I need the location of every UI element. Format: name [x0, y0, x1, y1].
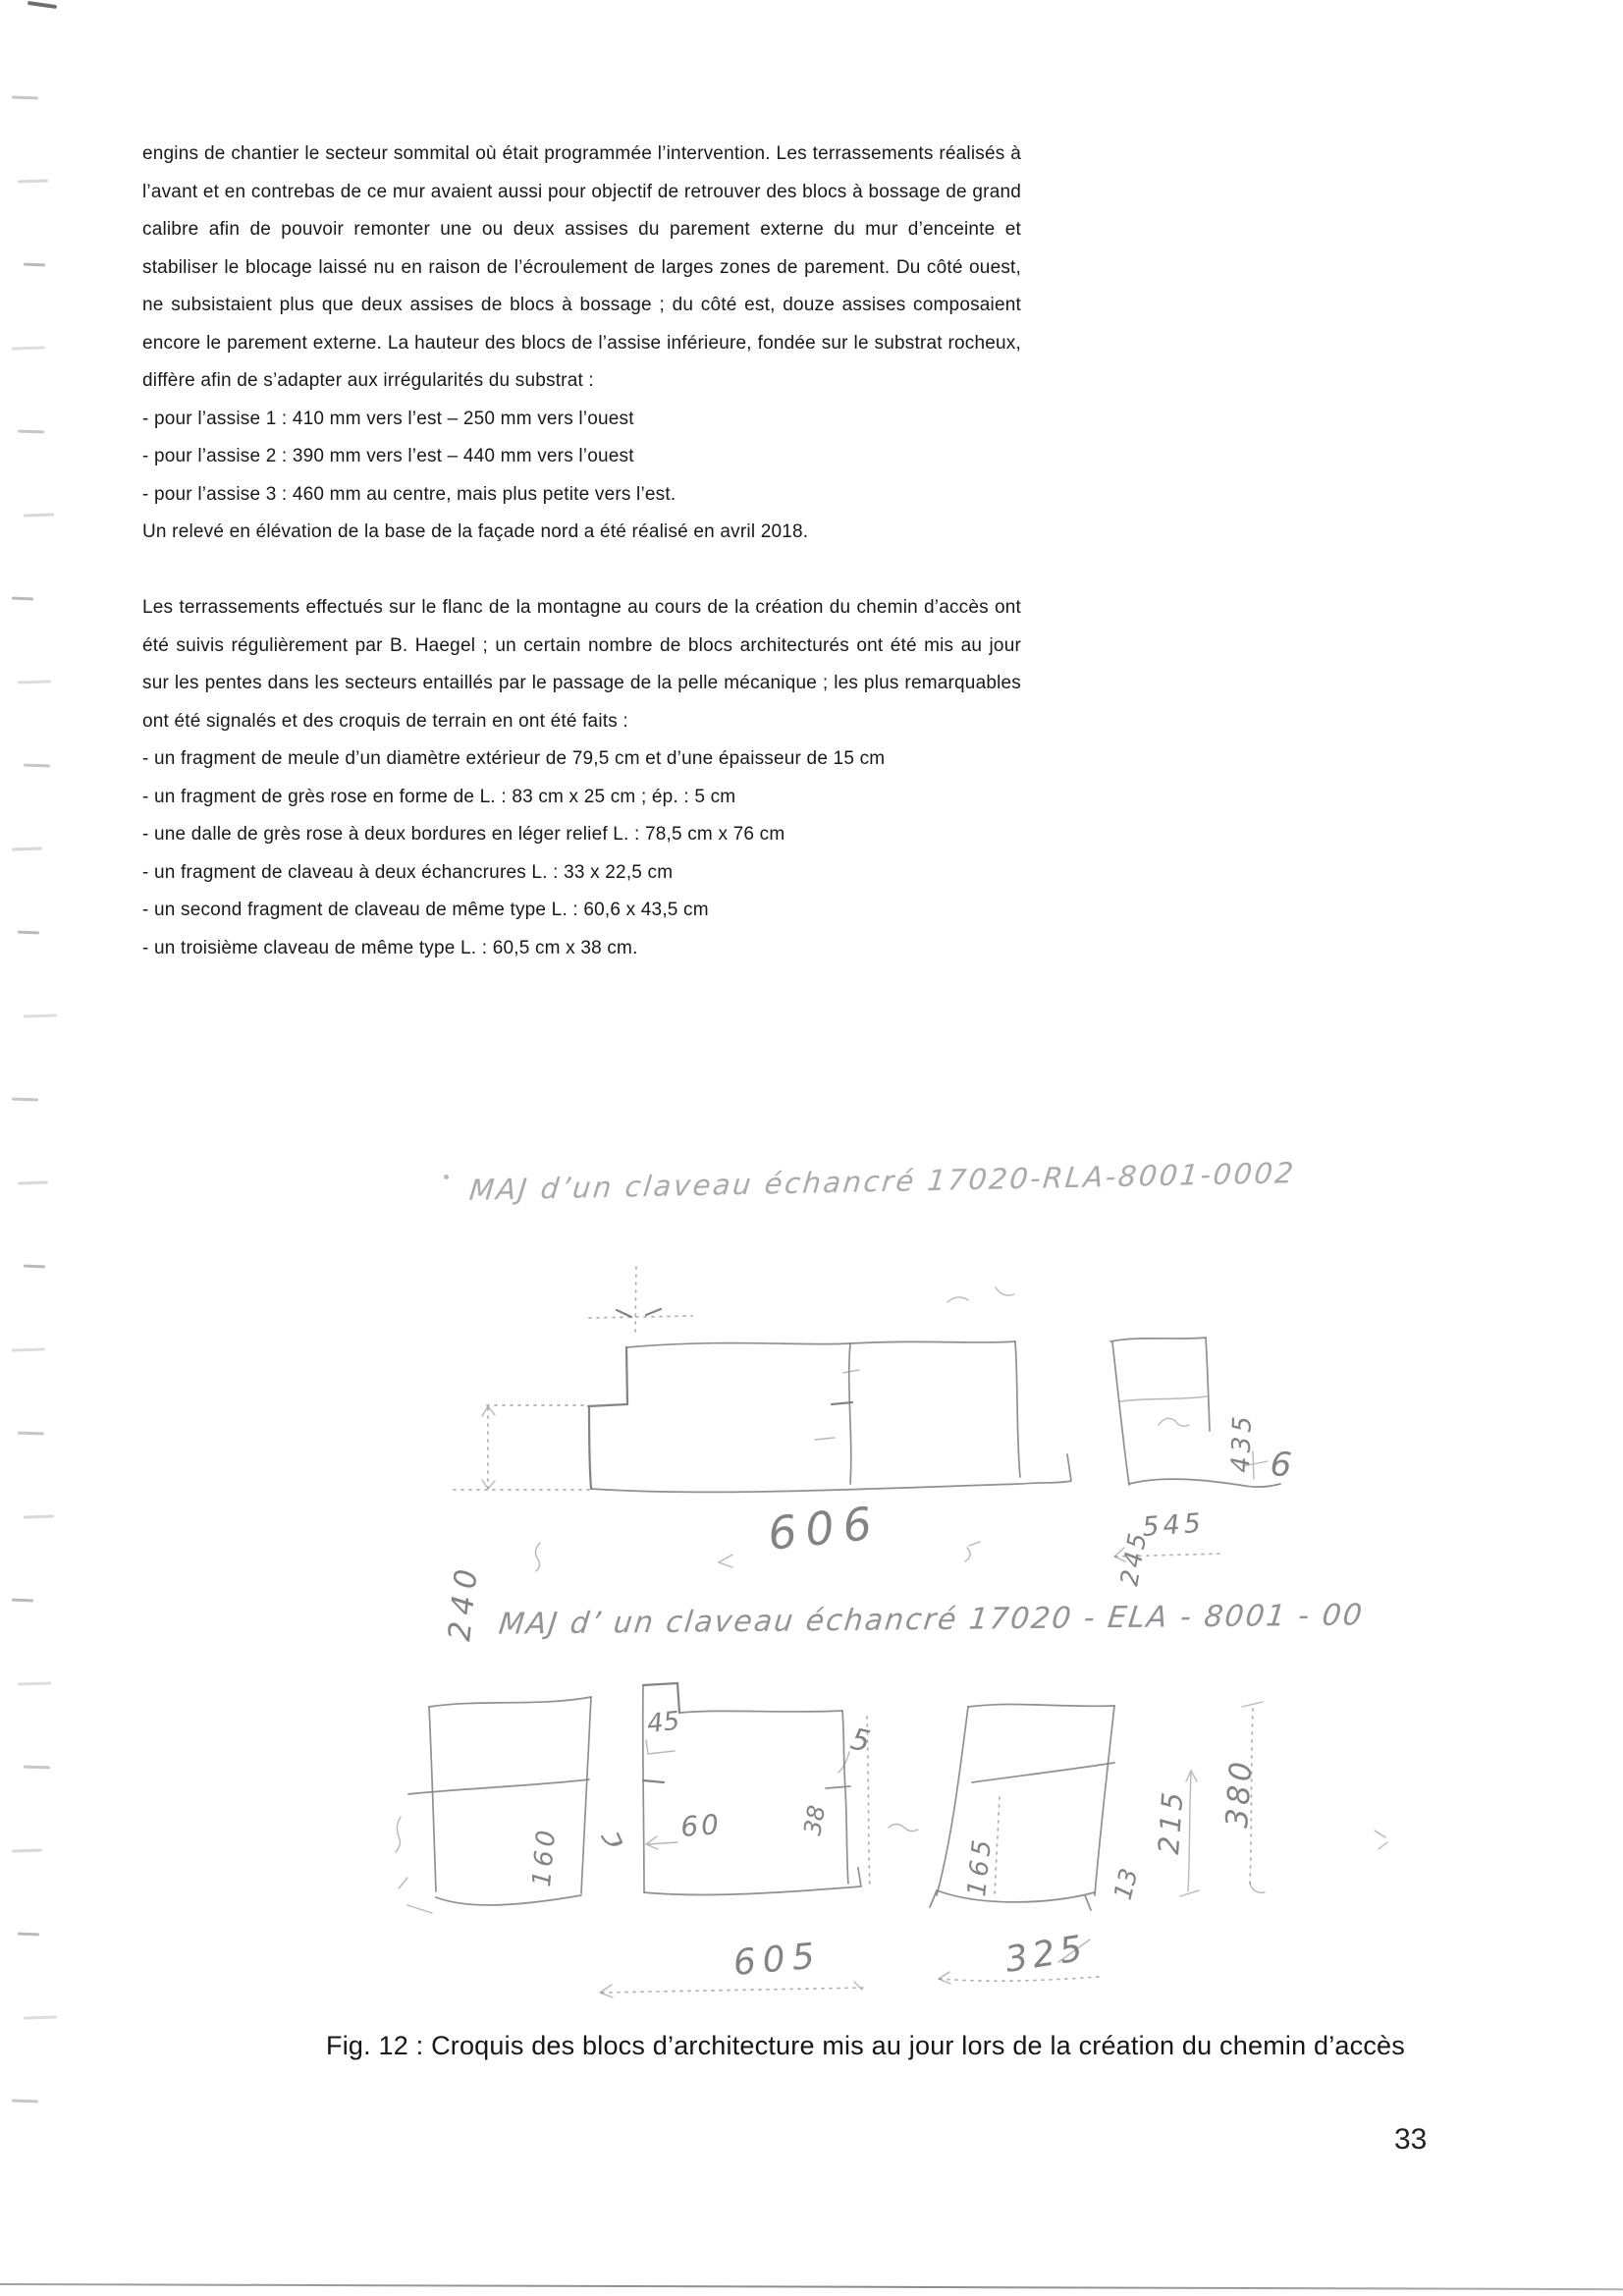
side-block-bottom-edge [1129, 1479, 1280, 1487]
block-inner-line [849, 1343, 851, 1484]
releve-line: Un relevé en élévation de la base de la façade nord a été réalisé en avril 2018. [142, 521, 809, 542]
edge-mark [12, 96, 38, 100]
pencil-squiggle [535, 1542, 980, 1571]
sketch1-side-width-label: 545 [1141, 1507, 1206, 1543]
dimension-arrowhead [719, 1555, 732, 1567]
middle-block-right-edge [826, 1711, 850, 1884]
arrow-icon [602, 1833, 622, 1845]
sketch-claveaux-2 [353, 1650, 1414, 2003]
edge-mark [18, 680, 51, 683]
edge-mark [12, 346, 45, 350]
figure-caption: Fig. 12 : Croquis des blocs d’architecture mis au jour lors de la création du chemin d’accès [326, 2031, 1405, 2060]
block-left-step-edge [588, 1347, 627, 1489]
fragment-line: - un troisième claveau de même type L. : 60,5 cm x 38 cm. [142, 937, 638, 958]
edge-mark [12, 1848, 42, 1852]
page-number: 33 [1394, 2123, 1428, 2156]
edge-mark [18, 1681, 51, 1685]
pencil-squiggle [1375, 1831, 1387, 1849]
edge-mark [24, 263, 45, 267]
sketch-claveau-1 [393, 1257, 1375, 1650]
edge-mark [18, 179, 48, 183]
side-block-top-edge [1110, 1338, 1206, 1341]
sketch2-right-height-label: 215 [1152, 1786, 1190, 1856]
side-block-inner-line [1120, 1396, 1207, 1401]
right-block-left-edge [937, 1707, 968, 1895]
left-block-bottom-edge [436, 1895, 581, 1905]
edge-mark [24, 513, 54, 517]
fragment-line: - un fragment de meule d’un diamètre extérieur de 79,5 cm et d’une épaisseur de 15 cm [142, 748, 886, 769]
dimension-line [602, 1988, 865, 1993]
sketch2-left-inner-label: 160 [527, 1825, 563, 1888]
sketch2-right-width-label: 325 [1001, 1928, 1091, 1981]
assise-line: - pour l’assise 1 : 410 mm vers l’est – 250 mm vers l’ouest [142, 408, 634, 429]
edge-mark [18, 1933, 39, 1937]
edge-mark [12, 1098, 38, 1102]
pencil-tick [617, 1309, 661, 1317]
edge-mark [24, 1265, 45, 1269]
edge-mark [24, 2015, 57, 2019]
edge-mark [12, 2100, 38, 2104]
edge-mark [18, 931, 39, 935]
fragment-line: - un second fragment de claveau de même type L. : 60,6 x 43,5 cm [142, 900, 709, 920]
pencil-centerline [589, 1316, 692, 1318]
side-block-left-edge [1112, 1342, 1129, 1485]
assise-line: - pour l’assise 3 : 460 mm au centre, mais plus petite vers l’est. [142, 483, 676, 505]
dimension-arrowhead [939, 1972, 950, 1984]
edge-mark [18, 1180, 48, 1184]
sketch2-right-inner-a-label: 165 [962, 1834, 999, 1898]
sketch1-side-thickness-label: 6 [1269, 1445, 1293, 1486]
sketch2-corner-label: 5 [847, 1722, 874, 1760]
pencil-squiggle [1159, 1418, 1189, 1426]
sketch1-right-inner-label: 245 [1114, 1528, 1153, 1589]
handwritten-note-claveau-1: MAJ d’un claveau échancré 17020-RLA-8001-0002 [467, 1156, 1298, 1207]
middle-block-left-edge [643, 1685, 644, 1892]
pencil-squiggle [889, 1825, 918, 1831]
dimension-extension-lines [454, 1405, 589, 1490]
assise-line: - pour l’assise 2 : 390 mm vers l’est – 440 mm vers l’ouest [142, 446, 634, 466]
body-text [142, 136, 1021, 967]
sketch2-right-inner-b-label: 13 [1108, 1865, 1144, 1903]
edge-mark [24, 1766, 50, 1770]
side-block-right-edge [1206, 1338, 1210, 1431]
block-right-edge [1015, 1341, 1020, 1477]
edge-mark [24, 1013, 57, 1017]
block-bottom-edge [591, 1454, 1071, 1492]
pencil-squiggle [947, 1287, 1014, 1302]
edge-mark [24, 764, 50, 768]
block-top-edge [626, 1341, 1015, 1347]
edge-mark [12, 1599, 33, 1603]
paragraph-chemin-acces: Les terrassements effectués sur le flanc de la montagne au cours de la création du chemin d’accès ont été suivis régulièrement par B. Haegel ; un certain nombre de blocs architecturés ont été mis au jour sur les pentes dans les secteurs entaillés par le passage de la pelle mécanique ; les plus remarquables ont été signalés et des croquis de terrain en ont été faits : [142, 597, 1021, 732]
sketch2-middle-right-label: 38 [798, 1803, 832, 1838]
middle-block-left-notch [643, 1780, 664, 1782]
fragment-line: - un fragment de grès rose en forme de L. : 83 cm x 25 cm ; ép. : 5 cm [142, 786, 736, 807]
left-block-left-edge [429, 1707, 436, 1891]
scan-bottom-edge-line [0, 2283, 1623, 2290]
pencil-squiggle [396, 1817, 432, 1913]
right-block-top-edge [968, 1705, 1114, 1707]
edge-mark [12, 597, 33, 601]
middle-block-bottom-edge [644, 1868, 861, 1894]
right-block-bottom-edge [930, 1890, 1095, 1910]
paragraph-terrassements: engins de chantier le secteur sommital où était programmée l’intervention. Les terrassements réalisés à l’avant et en contrebas de ce mur avaient aussi pour objectif de retrouver des blocs à bossage de grand calibre afin de pouvoir remonter une ou deux assises du parement externe du mur d’enceinte et stabiliser le blocage laissé nu en raison de l’écroulement de larges zones de parement. Du côté ouest, ne subsistaient plus que deux assises de blocs à bossage ; du côté est, douze assises composaient encore le parement externe. La hauteur des blocs de l’assise inférieure, fondée sur le substrat rocheux, diffère afin de s’adapter aux irrégularités du substrat : [142, 143, 1021, 391]
edge-mark [24, 1514, 54, 1518]
edge-mark [18, 1432, 44, 1436]
dimension-arrowhead [600, 1982, 862, 1997]
left-block-inner-line [408, 1779, 589, 1794]
sketch2-middle-width-label: 605 [731, 1936, 824, 1984]
sketch1-right-height-label: 435 [1226, 1411, 1259, 1474]
scan-corner-artifact [27, 1, 57, 9]
sketch1-left-height-label: 240 [442, 1560, 486, 1643]
sketch2-middle-notch-label: 60 [679, 1808, 724, 1843]
middle-block-top-edge [679, 1711, 842, 1713]
edge-mark [12, 1347, 45, 1351]
right-block-right-edge [1095, 1706, 1114, 1895]
edge-mark [12, 847, 42, 850]
fragment-line: - une dalle de grès rose à deux bordures en léger relief L. : 78,5 cm x 76 cm [142, 824, 785, 845]
sketch1-width-label: 606 [765, 1496, 884, 1560]
pencil-bracket [646, 1740, 675, 1754]
fragment-line: - un fragment de claveau à deux échancrures L. : 33 x 22,5 cm [142, 861, 674, 883]
dimension-arrow [646, 1836, 677, 1849]
sketch2-notch-label: 45 [645, 1706, 681, 1739]
pencil-dot [444, 1175, 449, 1179]
handwritten-note-claveau-2: MAJ d’ un claveau échancré 17020 - ELA - 8001 - 00 [497, 1598, 1366, 1642]
right-block-inner-line [972, 1763, 1114, 1782]
sketch2-right-total-height-label: 380 [1219, 1757, 1260, 1830]
left-block-top-edge [429, 1697, 591, 1707]
left-block-right-edge [581, 1697, 591, 1893]
pencil-centerline [635, 1267, 636, 1334]
edge-mark [18, 430, 44, 434]
